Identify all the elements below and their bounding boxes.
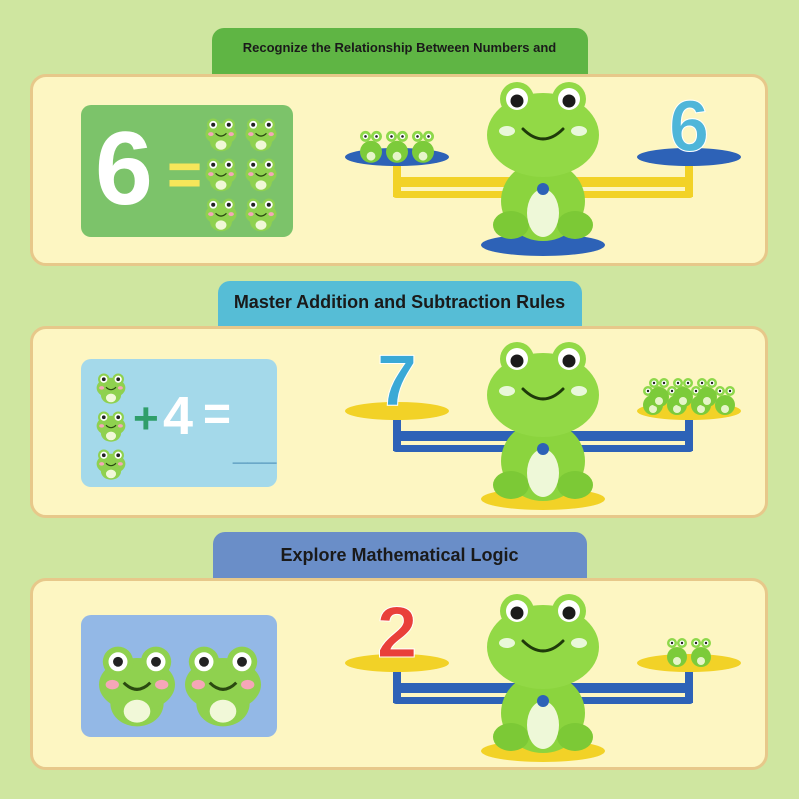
balance-scale-1 [333,77,753,267]
frog-icon [205,119,236,152]
right-pan [637,654,741,672]
frog-icon [245,159,276,192]
frog-icon [245,199,276,232]
two-frogs-svg [81,615,277,737]
pan-number-block: 6 [668,87,710,167]
frog-column-svg [91,363,131,483]
frog-icon [205,159,236,192]
toy-frog [697,378,717,407]
section-3-panel [30,578,768,770]
toy-frog [412,131,434,163]
section-2-panel [30,326,768,518]
pan-number-block: 2 [376,593,418,673]
central-frog-figure [487,82,599,241]
frog-icon [205,199,236,232]
central-frog-figure [487,594,599,753]
frog-icon [99,647,175,727]
toy-frog [667,638,687,667]
pan-number-block: 7 [376,341,418,421]
equals-sign: = [167,141,203,208]
balance-scale-3 [333,581,753,771]
addend-number: 4 [163,386,194,446]
central-frog-figure [487,342,599,501]
plus-sign: + [133,394,159,443]
logic-card [81,615,277,737]
addition-card [81,359,277,487]
toy-frog [691,638,711,667]
toy-frog [715,386,735,415]
frog-grid [201,111,285,233]
balance-scale-2 [333,329,753,519]
frog-icon [185,647,261,727]
section-2-title: Master Addition and Subtraction Rules [218,281,582,327]
toy-frog [673,378,693,407]
answer-blank: ___ [233,435,277,465]
frog-grid-svg [201,111,285,233]
frog-icon [97,411,126,441]
section-1-panel [30,74,768,266]
equals-sign: = [203,388,232,441]
frog-icon [97,449,126,479]
section-1-title: Recognize the Relationship Between Numbers and [212,28,588,74]
frog-icon [97,373,126,403]
section-3-title: Explore Mathematical Logic [213,532,587,580]
toy-frog [386,131,408,163]
toy-frog [360,131,382,163]
frog-icon [245,119,276,152]
toy-frog [649,378,669,407]
card-number: 6 [95,111,153,227]
number-quantity-card [81,105,293,237]
